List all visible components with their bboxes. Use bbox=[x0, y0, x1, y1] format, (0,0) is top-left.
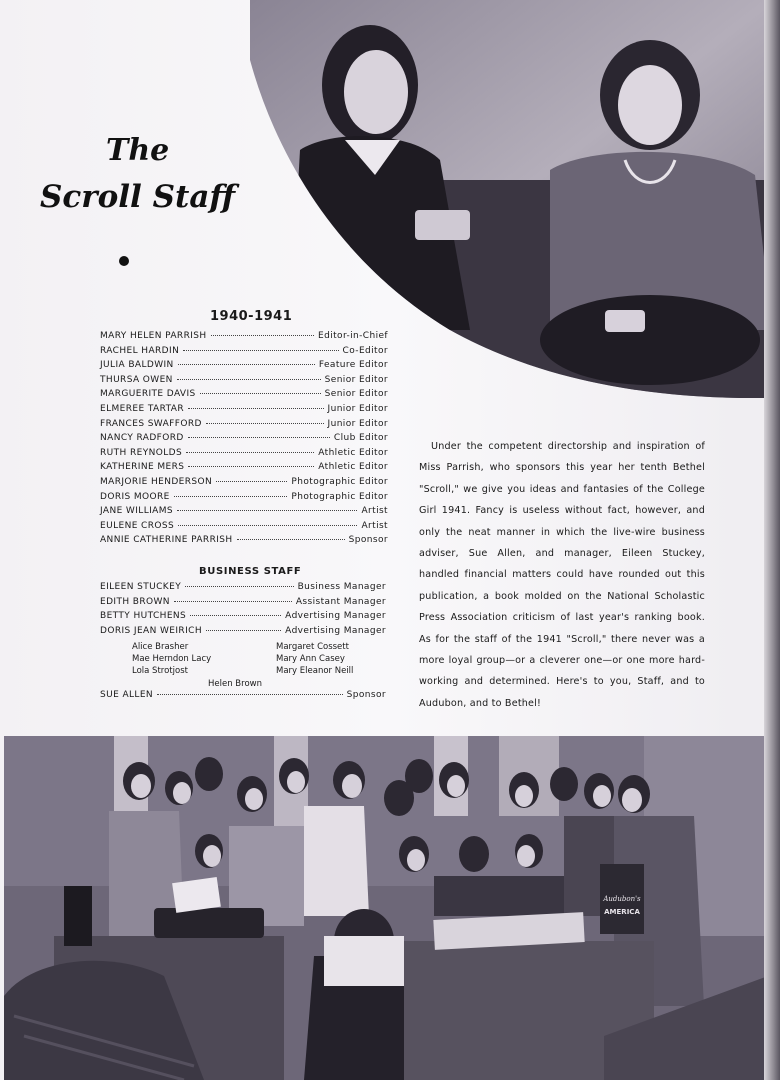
members-column-2 bbox=[276, 641, 353, 677]
staff-row: MARJORIE HENDERSON Photographic Editor bbox=[100, 476, 388, 487]
member-name: Mary Ann Casey bbox=[276, 654, 345, 664]
staff-row: EULENE CROSS Artist bbox=[100, 520, 388, 531]
staff-row: RACHEL HARDIN Co-Editor bbox=[100, 345, 388, 356]
staff-row: THURSA OWEN Senior Editor bbox=[100, 374, 388, 385]
members-column-1 bbox=[132, 641, 211, 677]
member-name: Mary Eleanor Neill bbox=[276, 666, 354, 676]
book-cover-line-2: AMERICA bbox=[604, 908, 640, 916]
title-line-1: The bbox=[106, 133, 170, 168]
staff-row: MARGUERITE DAVIS Senior Editor bbox=[100, 389, 388, 400]
staff-row: DORIS MOORE Photographic Editor bbox=[100, 491, 388, 502]
page-title bbox=[40, 128, 240, 220]
staff-row: JULIA BALDWIN Feature Editor bbox=[100, 360, 388, 371]
sponsor-row: SUE ALLEN Sponsor bbox=[100, 690, 386, 700]
business-row: BETTY HUTCHENS Advertising Manager bbox=[100, 611, 386, 622]
business-row: EILEEN STUCKEY Business Manager bbox=[100, 582, 386, 592]
bullet-dot bbox=[119, 256, 129, 266]
staff-row: RUTH REYNOLDS Athletic Editor bbox=[100, 447, 388, 458]
staff-row: JANE WILLIAMS Artist bbox=[100, 506, 388, 517]
title-line-2: Scroll Staff bbox=[40, 179, 236, 215]
book-spine-shadow bbox=[764, 0, 780, 1080]
years-heading: 1940-1941 bbox=[210, 309, 293, 324]
members-center bbox=[208, 678, 262, 690]
editorial-staff-list bbox=[100, 331, 388, 550]
staff-row: KATHERINE MERS Athletic Editor bbox=[100, 462, 388, 473]
staff-description: Under the competent directorship and inspiration of Miss Parrish, who sponsors this year her tenth Bethel "Scroll," we give you ideas and fantasies of the College Girl 1941. Fancy is useless without fact, however, and only the neat manner in which the live-wire business adviser, Sue Allen, and manager, Eileen Stuckey, handled financial matters could have rounded out this publication, a book molded on the National Scholastic Press Association criticism of last year's ranking book. As for the staff of the 1941 "Scroll," there never was a more loyal group—or a cleverer one—or one more hard-working and determined. Here's to you, Staff, and to Audubon, and to Bethel! bbox=[419, 441, 705, 709]
business-staff-heading: BUSINESS STAFF bbox=[199, 566, 302, 577]
business-sponsor bbox=[100, 690, 386, 705]
business-row: DORIS JEAN WEIRICH Advertising Manager bbox=[100, 625, 386, 636]
staff-row: ANNIE CATHERINE PARRISH Sponsor bbox=[100, 535, 388, 546]
staff-row: MARY HELEN PARRISH Editor-in-Chief bbox=[100, 331, 388, 341]
member-name: Alice Brasher bbox=[132, 642, 189, 652]
member-name: Mae Herndon Lacy bbox=[132, 654, 212, 664]
business-staff-list bbox=[100, 582, 386, 640]
member-name: Helen Brown bbox=[208, 679, 262, 689]
staff-row: FRANCES SWAFFORD Junior Editor bbox=[100, 418, 388, 429]
book-cover-line-1: Audubon's bbox=[603, 895, 641, 903]
staff-row: ELMEREE TARTAR Junior Editor bbox=[100, 403, 388, 414]
business-row: EDITH BROWN Assistant Manager bbox=[100, 596, 386, 607]
member-name: Lola Strotjost bbox=[132, 666, 188, 676]
member-name: Margaret Cossett bbox=[276, 642, 349, 652]
staff-row: NANCY RADFORD Club Editor bbox=[100, 433, 388, 444]
staff-group-photo bbox=[4, 736, 768, 1080]
